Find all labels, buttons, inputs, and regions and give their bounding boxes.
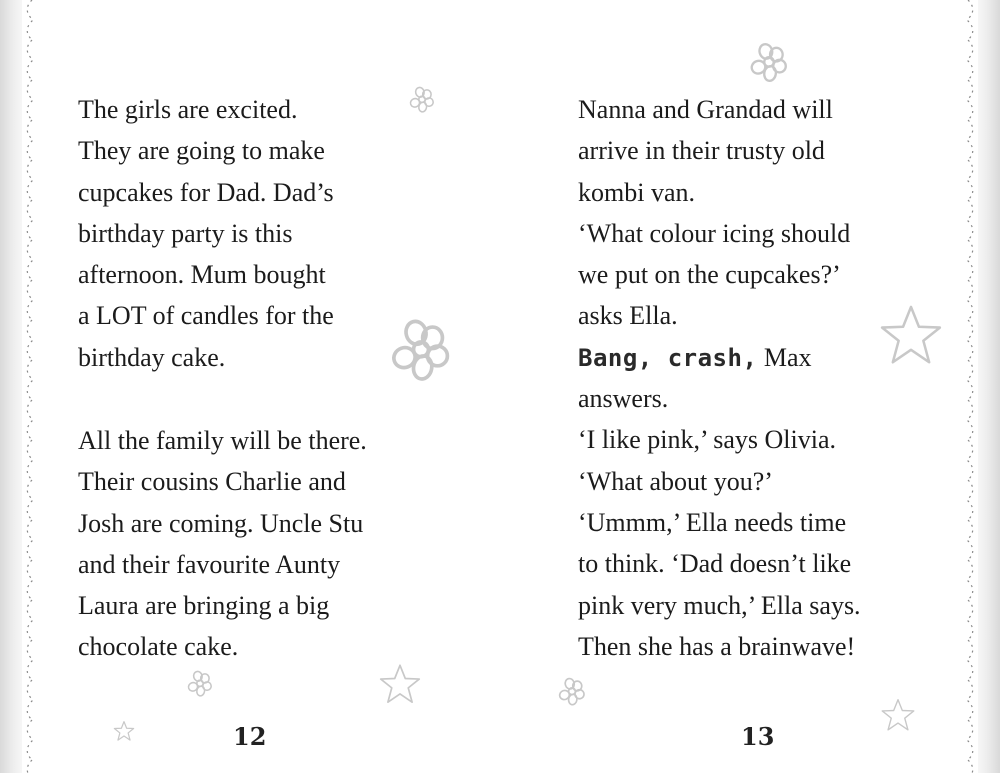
text-line: afternoon. Mum bought [78,260,326,290]
text-line: Their cousins Charlie and [78,467,346,497]
flower-icon [748,42,790,84]
text-line: birthday cake. [78,342,226,372]
text-line: Nanna and Grandad will [578,95,833,124]
text-line: to think. ‘Dad doesn’t like [578,549,852,579]
text-line: They are going to make [78,136,325,166]
text-line: pink very much,’ Ella says. [578,590,861,620]
text-line: arrive in their trusty old [578,136,825,166]
page-number: 13 [741,722,775,751]
text-line: ‘What about you?’ [578,466,773,496]
text-line: Laura are bringing a big [78,591,330,621]
text-line-sound-effect [578,337,861,378]
flower-icon [388,318,454,384]
right-page [540,0,960,773]
flower-icon [408,86,436,114]
paragraph-1 [578,89,861,667]
text-line: ‘What colour icing should [578,218,851,248]
text-line: asks Ella. [578,301,678,331]
text-line: birthday party is this [78,218,293,248]
text-line: Josh are coming. Uncle Stu [78,508,364,538]
paragraph-2 [78,420,367,668]
left-scalloped-edge [12,0,38,773]
star-icon [113,720,135,742]
text-line: ‘I like pink,’ says Olivia. [578,425,837,455]
text-line: chocolate cake. [78,632,239,662]
paragraph-1 [78,89,334,378]
flower-icon [557,677,587,707]
text-line: a LOT of candles for the [78,301,334,331]
star-icon [878,302,944,368]
flower-icon [186,670,214,698]
page-number: 12 [233,722,267,751]
text-line: The girls are excited. [78,95,298,124]
right-scalloped-edge [962,0,988,773]
text-fragment: Max [757,342,812,372]
text-line: we put on the cupcakes?’ [578,260,841,290]
text-line: ‘Ummm,’ Ella needs time [578,507,847,537]
text-line: kombi van. [578,177,695,207]
text-line: All the family will be there. [78,426,367,455]
star-icon [880,697,916,733]
text-line: Then she has a brainwave! [578,631,856,661]
sound-effect-text: Bang, crash, [578,343,758,372]
text-line: answers. [578,384,669,414]
text-line: cupcakes for Dad. Dad’s [78,177,334,207]
text-line: and their favourite Aunty [78,549,341,579]
left-page [40,0,500,773]
star-icon [378,662,422,706]
